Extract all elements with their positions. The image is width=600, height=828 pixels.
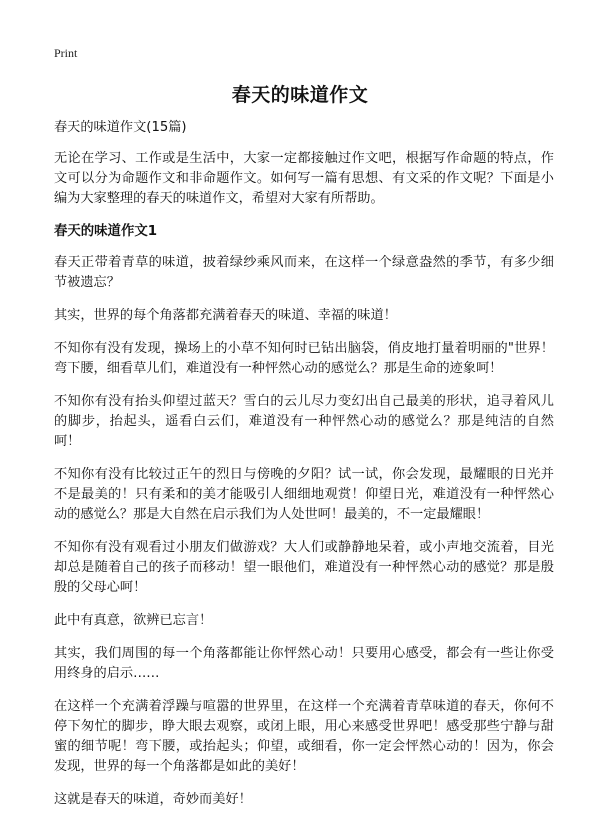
article-body bbox=[54, 118, 554, 823]
intro-paragraph: 无论在学习、工作或是生活中，大家一定都接触过作文吧，根据写作命题的特点，作文可以分为命题作文和非命题作文。如何写一篇有思想、有文采的作文呢？下面是小编为大家整理的春天的味道作文，希望对大家有所帮助。 bbox=[54, 151, 554, 206]
article-subtitle: 春天的味道作文(15篇) bbox=[54, 120, 187, 135]
body-paragraph: 在这样一个充满着浮躁与喧嚣的世界里，在这样一个充满着青草味道的春天，你何不停下匆忙的脚步，睁大眼去观察，或闭上眼，用心来感受世界吧！感受那些宁静与甜蜜的细节呢！弯下腰，或抬起头；仰望，或细看，你一定会怦然心动的！因为，你会发现，世界的每一个角落都是如此的美好！ bbox=[54, 699, 554, 774]
body-paragraph: 其实，世界的每个角落都充满着春天的味道、幸福的味道！ bbox=[54, 308, 397, 323]
print-link[interactable]: Print bbox=[54, 46, 78, 60]
page-title: 春天的味道作文 bbox=[231, 84, 369, 106]
body-paragraph: 这就是春天的味道，奇妙而美好！ bbox=[54, 792, 252, 807]
body-paragraph: 其实，我们周围的每一个角落都能让你怦然心动！只要用心感受，都会有一些让你受用终身的启示…… bbox=[54, 646, 554, 681]
body-paragraph: 不知你有没有比较过正午的烈日与傍晚的夕阳？试一试，你会发现，最耀眼的日光并不是最美的！只有柔和的美才能吸引人细细地观赏！仰望日光，难道没有一种怦然心动的感觉么？那是大自然在启示我们为人处世呵！最美的，不一定最耀眼！ bbox=[54, 467, 554, 522]
body-paragraph: 不知你有没有抬头仰望过蓝天？雪白的云儿尽力变幻出自己最美的形状，追寻着风儿的脚步，抬起头，遥看白云们，难道没有一种怦然心动的感觉么？那是纯洁的自然呵！ bbox=[54, 394, 554, 449]
section-heading: 春天的味道作文1 bbox=[54, 224, 158, 239]
body-paragraph: 不知你有没有发现，操场上的小草不知何时已钻出脑袋，俏皮地打量着明丽的"世界！弯下腰，细看草儿们，难道没有一种怦然心动的感觉么？那是生命的迹象呵！ bbox=[54, 341, 554, 376]
body-paragraph: 此中有真意，欲辨已忘言！ bbox=[54, 613, 213, 628]
body-paragraph: 不知你有没有观看过小朋友们做游戏？大人们或静静地呆着，或小声地交流着，目光却总是随着自己的孩子而移动！望一眼他们，难道没有一种怦然心动的感觉？那是殷殷的父母心呵！ bbox=[54, 540, 554, 595]
body-paragraph: 春天正带着青草的味道，披着绿纱乘风而来，在这样一个绿意盎然的季节，有多少细节被遗忘？ bbox=[54, 255, 554, 290]
